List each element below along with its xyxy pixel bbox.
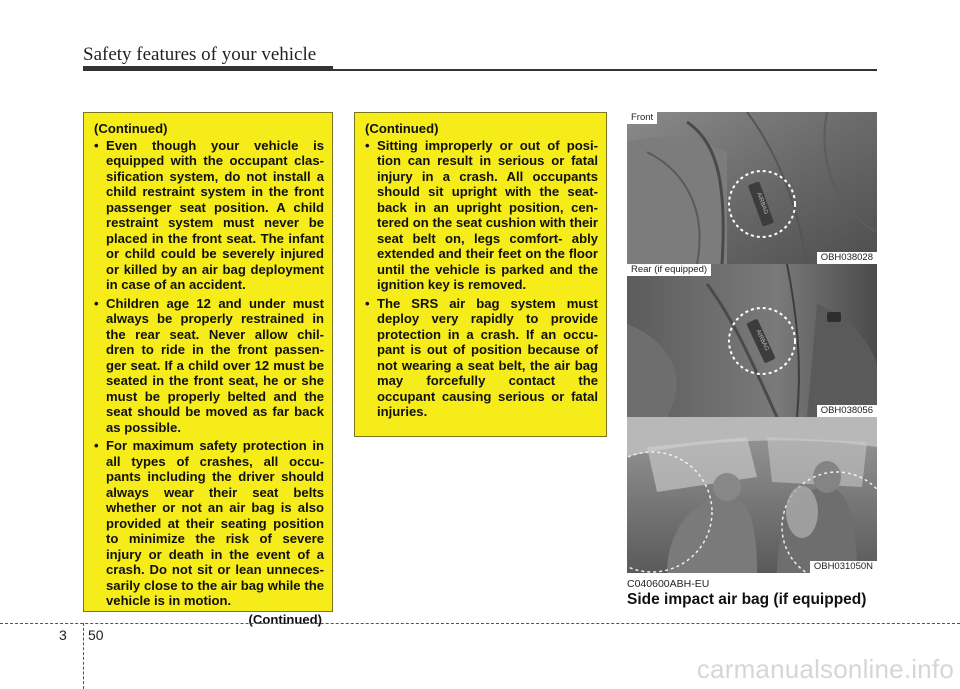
warning-box-left <box>83 112 333 627</box>
front-seat-airbag-photo <box>627 112 877 264</box>
header-rule-thin <box>333 69 877 71</box>
continued-label-bottom: (Continued) <box>248 611 322 627</box>
section-title: Side impact air bag (if equipped) <box>627 591 867 608</box>
airbag-embossed-text: AIRBAG <box>755 191 769 216</box>
interior-airbag-photo <box>627 417 877 573</box>
warning-list-middle <box>365 138 598 420</box>
interior-illustration <box>627 417 877 573</box>
photo-label-rear: Rear (if equipped) <box>627 264 711 276</box>
page-header-title: Safety features of your vehicle <box>83 44 317 65</box>
footer-dashed-rule <box>0 623 960 624</box>
warning-item: • For maximum safety protection in all types of crashes, all occu- pants including the driver should always wear their seat belts whether or not an air bag is also provided at their seating position to minimize the risk of severe injury or death in the event of a crash. Do not sit or lean unneces- sarily close to the air bag while the vehicle is in motion. <box>94 438 324 609</box>
chapter-number: 3 <box>59 627 67 643</box>
watermark-text: carmanualsonline.info <box>696 654 954 684</box>
section-code: C040600ABH-EU <box>627 578 710 590</box>
rear-seat-illustration <box>627 264 877 417</box>
airbag-embossed-text: AIRBAG <box>754 329 770 353</box>
warning-item: • The SRS air bag system must deploy very rapidly to provide protection in a crash. If an occu- pant is out of position because of not wearing a seat belt, the air bag may forcefully contact the occupant causing serious or fatal injuries. <box>365 296 598 420</box>
rear-seat-airbag-photo <box>627 264 877 417</box>
photo-code-interior: OBH031050N <box>810 561 877 573</box>
continued-label-top: (Continued) <box>365 121 439 136</box>
warning-item: • Sitting improperly or out of posi- tion can result in serious or fatal injury in a crash. All occupants should sit upright with the seat- back in an upright position, cen- tered on the seat cushion with their seat belt on, legs comfort- ably extended and their feet on the floor until the vehicle is parked and the ignition key is removed. <box>365 138 598 293</box>
photo-code-front: OBH038028 <box>817 252 877 264</box>
front-seat-illustration <box>627 112 877 264</box>
warning-item: • Even though your vehicle is equipped with the occupant clas- sification system, do not install a child restraint system in the front passenger seat position. A child restraint system must never be placed in the front seat. The infant or child could be severely injured or killed by an air bag deployment in case of an accident. <box>94 138 324 293</box>
page-number: 50 <box>88 627 104 643</box>
photo-label-front: Front <box>627 112 657 124</box>
warning-list-left <box>94 138 324 609</box>
continued-label-top: (Continued) <box>94 121 168 136</box>
photo-code-rear: OBH038056 <box>817 405 877 417</box>
warning-box-middle <box>354 112 607 437</box>
warning-item: • Children age 12 and under must always be properly restrained in the rear seat. Never allow chil- dren to ride in the front passen- ger seat. If a child over 12 must be seated in the front seat, he or she must be properly belted and the seat should be moved as far back as possible. <box>94 296 324 436</box>
footer-dashed-divider <box>83 623 84 689</box>
header-rule-thick <box>83 66 333 71</box>
